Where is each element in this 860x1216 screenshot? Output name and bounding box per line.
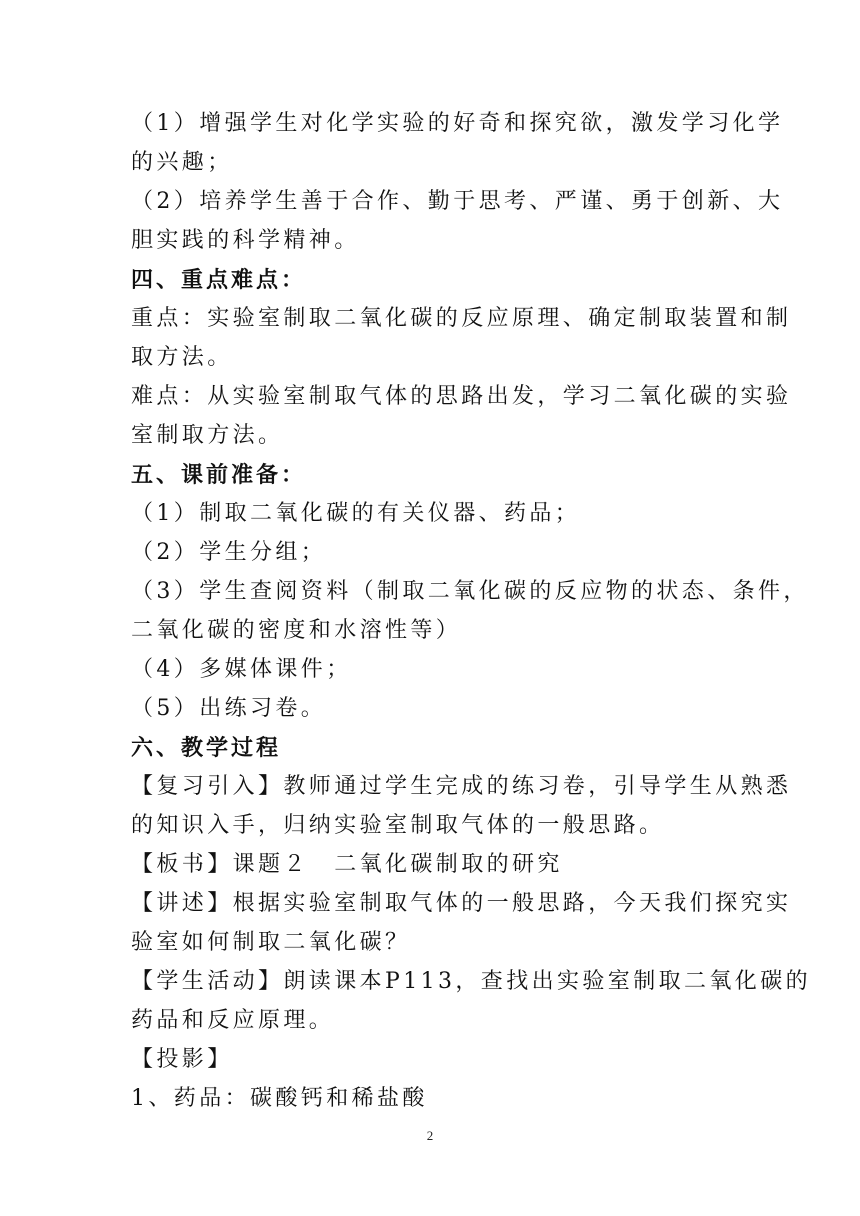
text-line: 【讲述】根据实验室制取气体的一般思路，今天我们探究实: [131, 891, 792, 916]
text-line: （1）制取二氧化碳的有关仪器、药品；: [131, 501, 581, 526]
text-line: 【投影】: [131, 1047, 233, 1072]
text-line: 药品和反应原理。: [131, 1008, 335, 1033]
text-line: 【复习引入】教师通过学生完成的练习卷，引导学生从熟悉: [131, 774, 792, 799]
text-line: 重点：实验室制取二氧化碳的反应原理、确定制取装置和制: [131, 306, 792, 331]
section-heading: 六、教学过程: [131, 735, 282, 761]
text-line: 胆实践的科学精神。: [131, 228, 360, 253]
section-heading: 四、重点难点：: [131, 267, 307, 293]
page-number: 2: [426, 1128, 434, 1143]
text-line: （3）学生查阅资料（制取二氧化碳的反应物的状态、条件，: [131, 579, 809, 604]
text-line: 验室如何制取二氧化碳？: [131, 930, 411, 955]
text-line: 的兴趣；: [131, 150, 233, 175]
text-line: 室制取方法。: [131, 423, 284, 448]
text-line: 1、药品：碳酸钙和稀盐酸: [131, 1086, 428, 1111]
text-line: 【板书】课题２ 二氧化碳制取的研究: [131, 852, 563, 877]
text-line: （2）学生分组；: [131, 540, 327, 565]
text-line: 的知识入手，归纳实验室制取气体的一般思路。: [131, 813, 665, 838]
text-line: 取方法。: [131, 345, 233, 370]
section-heading: 五、课前准备：: [131, 462, 307, 488]
text-line: 【学生活动】朗读课本P113，查找出实验室制取二氧化碳的: [131, 969, 811, 994]
text-line: （4）多媒体课件；: [131, 657, 352, 682]
text-line: 二氧化碳的密度和水溶性等）: [131, 618, 462, 643]
text-line: （2）培养学生善于合作、勤于思考、严谨、勇于创新、大: [131, 189, 784, 214]
text-line: （1）增强学生对化学实验的好奇和探究欲，激发学习化学: [131, 111, 784, 136]
text-line: （5）出练习卷。: [131, 696, 327, 721]
text-line: 难点：从实验室制取气体的思路出发，学习二氧化碳的实验: [131, 384, 792, 409]
